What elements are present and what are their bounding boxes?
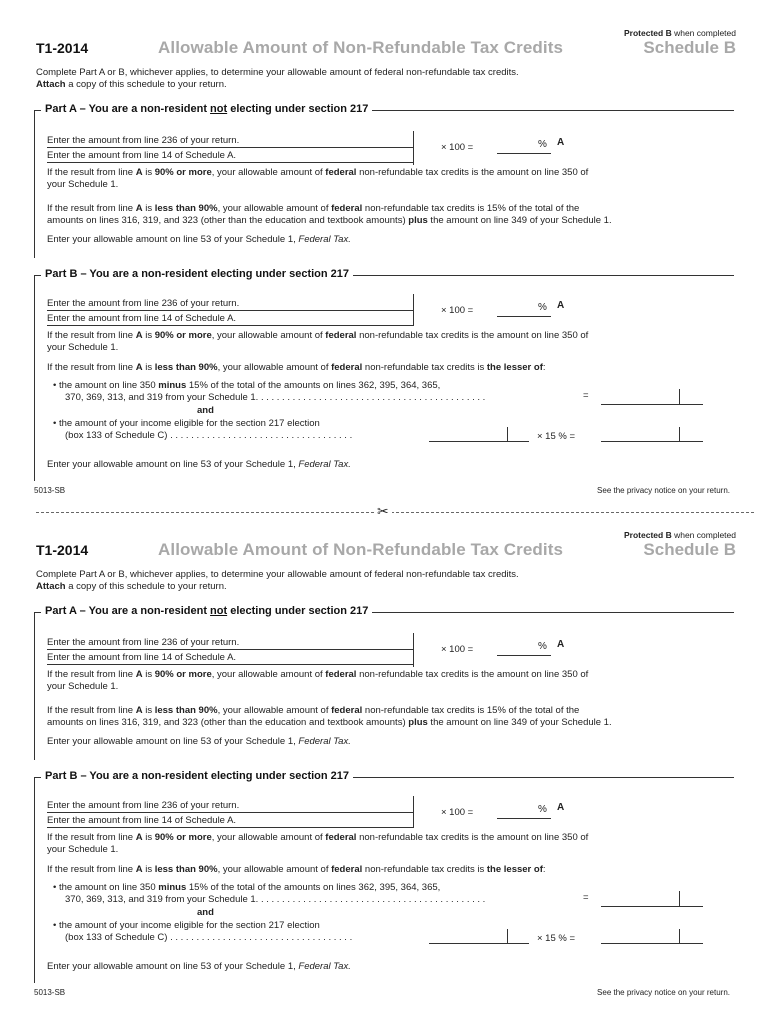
equals-sign: = [583, 390, 589, 401]
line-236-field[interactable] [47, 310, 413, 311]
line-a-marker: A [557, 300, 565, 311]
enter-allowable-amount: Enter your allowable amount on line 53 of your Schedule 1, Federal Tax. [47, 459, 351, 470]
result-a-field[interactable] [497, 655, 551, 656]
percent-sign: % [538, 302, 547, 313]
cents-divider [507, 427, 508, 441]
part-a-section [34, 605, 734, 760]
protected-label: Protected B when completed [624, 28, 736, 38]
enter-allowable-amount: Enter your allowable amount on line 53 of your Schedule 1, Federal Tax. [47, 961, 351, 972]
cents-divider [679, 891, 680, 906]
line-14-field[interactable] [47, 827, 413, 828]
divider [413, 633, 414, 667]
enter-allowable-amount: Enter your allowable amount on line 53 of your Schedule 1, Federal Tax. [47, 736, 351, 747]
line-350-result-field[interactable] [601, 906, 703, 907]
line-a-marker: A [557, 639, 565, 650]
form-code: 5013-SB [34, 988, 66, 997]
line-236-label: Enter the amount from line 236 of your return. [47, 135, 240, 146]
rule-less-than-90: If the result from line A is less than 90%, your allowable amount of federal non-refundable tax credits is 15% of the total of the amounts on lines 316, 319, and 323 (other than the education and textbook amounts) plus the amount on line 349 of your Schedule 1. [47, 705, 612, 728]
intro-text: Complete Part A or B, whichever applies, to determine your allowable amount of federal non-refundable tax credits. Attach a copy of this schedule to your return. [36, 67, 519, 90]
income-217-field[interactable] [429, 943, 529, 944]
line-a-marker: A [557, 802, 565, 813]
part-b-title: Part B – You are a non-resident electing under section 217 [41, 268, 353, 280]
schedule-label: Schedule B [643, 540, 736, 559]
line-236-field[interactable] [47, 147, 413, 148]
income-217-field[interactable] [429, 441, 529, 442]
form-id: T1-2014 [36, 542, 89, 558]
divider [413, 131, 414, 165]
times-100: × 100 = [441, 807, 474, 818]
bullet-income-217: • the amount of your income eligible for the section 217 election (box 133 of Schedule C) . . . . . . . . . . . . . . . . . . . . . . . . . . . . . . . . . . . [53, 418, 353, 441]
times-15-percent: × 15 % = [537, 933, 576, 944]
result-a-field[interactable] [497, 153, 551, 154]
line-350-result-field[interactable] [601, 404, 703, 405]
line-236-field[interactable] [47, 812, 413, 813]
percent-sign: % [538, 139, 547, 150]
part-a-title: Part A – You are a non-resident not electing under section 217 [41, 103, 372, 115]
line-a-marker: A [557, 137, 565, 148]
result-a-field[interactable] [497, 316, 551, 317]
schedule-label: Schedule B [643, 38, 736, 57]
and-label: and [197, 405, 214, 416]
line-14-field[interactable] [47, 325, 413, 326]
line-14-label: Enter the amount from line 14 of Schedule A. [47, 652, 237, 663]
form-page [20, 22, 750, 1002]
line-236-field[interactable] [47, 649, 413, 650]
line-236-label: Enter the amount from line 236 of your return. [47, 800, 240, 811]
times-100: × 100 = [441, 142, 474, 153]
line-14-label: Enter the amount from line 14 of Schedule A. [47, 313, 237, 324]
and-label: and [197, 907, 214, 918]
form-title: Allowable Amount of Non-Refundable Tax Credits [158, 38, 564, 57]
intro-text: Complete Part A or B, whichever applies, to determine your allowable amount of federal non-refundable tax credits. Attach a copy of this schedule to your return. [36, 569, 519, 592]
rule-less-than-90: If the result from line A is less than 90%, your allowable amount of federal non-refundable tax credits is the lesser of: [47, 864, 546, 875]
line-236-label: Enter the amount from line 236 of your return. [47, 637, 240, 648]
rule-less-than-90: If the result from line A is less than 90%, your allowable amount of federal non-refundable tax credits is 15% of the total of the amounts on lines 316, 319, and 323 (other than the education and textbook amounts) plus the amount on line 349 of your Schedule 1. [47, 203, 612, 226]
rule-less-than-90: If the result from line A is less than 90%, your allowable amount of federal non-refundable tax credits is the lesser of: [47, 362, 546, 373]
line-236-label: Enter the amount from line 236 of your return. [47, 298, 240, 309]
part-b-section [34, 268, 734, 481]
bullet-line-350: • the amount on line 350 minus 15% of the total of the amounts on lines 362, 395, 364, 365, 370, 369, 313, and 319 from your Schedule 1. . . . . . . . . . . . . . . . . . . . . . . . . . . . . . . . . . . . . . . . . . . . [53, 882, 486, 905]
enter-allowable-amount: Enter your allowable amount on line 53 of your Schedule 1, Federal Tax. [47, 234, 351, 245]
percent-sign: % [538, 804, 547, 815]
line-14-field[interactable] [47, 664, 413, 665]
rule-90-or-more: If the result from line A is 90% or more, your allowable amount of federal non-refundable tax credits is the amount on line 350 of your Schedule 1. [47, 832, 589, 855]
bullet-income-217: • the amount of your income eligible for the section 217 election (box 133 of Schedule C) . . . . . . . . . . . . . . . . . . . . . . . . . . . . . . . . . . . [53, 920, 353, 943]
privacy-notice: See the privacy notice on your return. [597, 486, 730, 495]
cents-divider [679, 389, 680, 404]
line-14-label: Enter the amount from line 14 of Schedule A. [47, 815, 237, 826]
times-100: × 100 = [441, 305, 474, 316]
rule-90-or-more: If the result from line A is 90% or more, your allowable amount of federal non-refundable tax credits is the amount on line 350 of your Schedule 1. [47, 669, 589, 692]
cents-divider [679, 427, 680, 441]
form-id: T1-2014 [36, 40, 89, 56]
times-100: × 100 = [441, 644, 474, 655]
line-14-label: Enter the amount from line 14 of Schedule A. [47, 150, 237, 161]
equals-sign: = [583, 892, 589, 903]
part-a-section [34, 103, 734, 258]
line-14-field[interactable] [47, 162, 413, 163]
form-title: Allowable Amount of Non-Refundable Tax Credits [158, 540, 564, 559]
divider [413, 796, 414, 828]
cut-line [36, 512, 754, 513]
cents-divider [679, 929, 680, 943]
part-a-title: Part A – You are a non-resident not electing under section 217 [41, 605, 372, 617]
income-15-result-field[interactable] [601, 441, 703, 442]
scissors-icon: ✂ [374, 503, 392, 519]
times-15-percent: × 15 % = [537, 431, 576, 442]
part-b-title: Part B – You are a non-resident electing under section 217 [41, 770, 353, 782]
rule-90-or-more: If the result from line A is 90% or more, your allowable amount of federal non-refundable tax credits is the amount on line 350 of your Schedule 1. [47, 330, 589, 353]
bullet-line-350: • the amount on line 350 minus 15% of the total of the amounts on lines 362, 395, 364, 365, 370, 369, 313, and 319 from your Schedule 1. . . . . . . . . . . . . . . . . . . . . . . . . . . . . . . . . . . . . . . . . . . . [53, 380, 486, 403]
rule-90-or-more: If the result from line A is 90% or more, your allowable amount of federal non-refundable tax credits is the amount on line 350 of your Schedule 1. [47, 167, 589, 190]
income-15-result-field[interactable] [601, 943, 703, 944]
percent-sign: % [538, 641, 547, 652]
cents-divider [507, 929, 508, 943]
result-a-field[interactable] [497, 818, 551, 819]
protected-label: Protected B when completed [624, 530, 736, 540]
divider [413, 294, 414, 326]
part-b-section [34, 770, 734, 983]
privacy-notice: See the privacy notice on your return. [597, 988, 730, 997]
form-code: 5013-SB [34, 486, 66, 495]
